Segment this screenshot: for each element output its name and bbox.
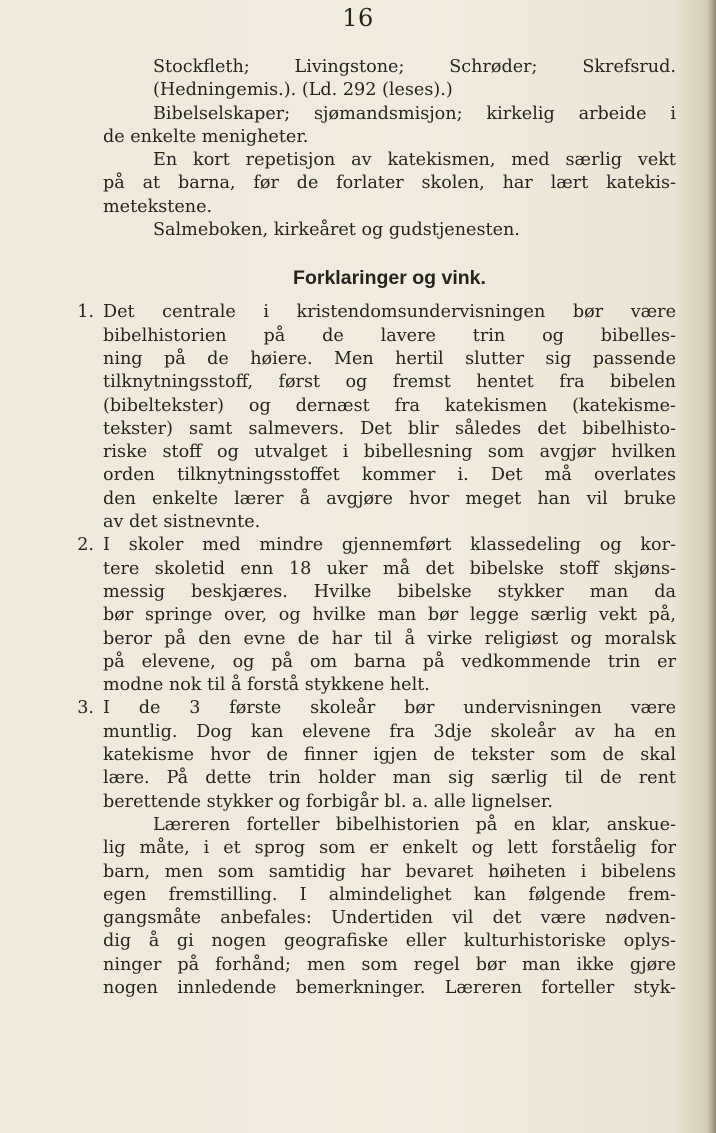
text-line: (bibeltekster) og dernæst fra katekismen (katekisme- [103,395,676,416]
page-edge [706,0,716,1133]
text-line: I de 3 første skoleår bør undervisningen være [103,698,676,719]
text-line: modne nok til å forstå stykkene helt. [103,675,430,696]
text-line: barn, men som samtidig har bevaret høiheten i bibelens [103,861,676,882]
text-line: beror på den evne de har til å virke religiøst og moralsk [103,628,676,649]
text-line: på elevene, og på om barna på vedkommende trin er [103,651,676,672]
text-line: de enkelte menigheter. [103,126,309,147]
text-line: gangsmåte anbefales: Undertiden vil det være nødven- [103,908,676,929]
text-line: nogen innledende bemerkninger. Læreren forteller styk- [103,977,676,998]
text-line: lig måte, i et sprog som er enkelt og lett forståelig for [103,838,676,859]
text-line: I skoler med mindre gjennemført klassedeling og kor- [103,535,676,556]
text-line: tekster) samt salmevers. Det blir således det bibelhisto- [103,418,676,439]
text-line: metekstene. [103,196,213,217]
text-line: tilknytningsstoff, først og fremst hentet fra bibelen [103,372,676,393]
text-line: lære. På dette trin holder man sig særlig til de rent [103,768,676,789]
numbered-item-1 [77,301,676,534]
text-line: Stockfleth; Livingstone; Schrøder; Skrefsrud. [153,57,676,77]
numbered-item-3 [77,697,676,1000]
text-line: berettende stykker og forbigår bl. a. alle lignelser. [103,791,553,812]
text-line: Det centrale i kristendomsundervisningen bør være [103,302,676,323]
text-line: katekisme hvor de finner igjen de tekster som de skal [103,745,676,766]
text-line: Læreren forteller bibelhistorien på en klar, anskue- [153,814,676,835]
text-line: riske stoff og utvalget i bibellesning som avgjør hvilken [103,442,676,463]
text-line: dig å gi nogen geografiske eller kulturhistoriske oplys- [103,931,676,952]
text-line: egen fremstilling. I almindelighet kan følgende frem- [103,884,676,905]
intro-section [103,56,676,242]
text-line: Salmeboken, kirkeåret og gudstjenesten. [153,220,520,241]
page-body [77,56,676,1000]
text-line: ninger på forhånd; men som regel bør man ikke gjøre [103,954,676,975]
text-line: (Hedningemis.). (Ld. 292 (leses).) [153,80,453,101]
text-line: muntlig. Dog kan elevene fra 3dje skoleår av ha en [103,721,676,742]
section-heading: Forklaringer og vink. [293,267,486,290]
page-number: 16 [342,4,374,32]
item-number: 1. [77,302,94,323]
numbered-item-2 [77,534,676,697]
text-line: Bibelselskaper; sjømandsmisjon; kirkelig arbeide i [153,103,676,124]
text-line: orden tilknytningsstoffet kommer i. Det må overlates [103,465,676,486]
item-number: 3. [77,698,94,719]
text-line: på at barna, før de forlater skolen, har lært katekis- [103,173,676,194]
text-line: tere skoletid enn 18 uker må det bibelske stoff skjøns- [103,558,676,579]
text-line: bør springe over, og hvilke man bør legge særlig vekt på, [103,605,676,626]
text-line: ning på de høiere. Men hertil slutter sig passende [103,348,676,369]
text-line: messig beskjæres. Hvilke bibelske stykker man da [103,581,676,602]
text-line: bibelhistorien på de lavere trin og bibelles- [103,325,676,346]
text-line: En kort repetisjon av katekismen, med særlig vekt [153,150,676,171]
text-line: av det sistnevnte. [103,512,261,533]
item-number: 2. [77,535,94,556]
text-line: den enkelte lærer å avgjøre hvor meget han vil bruke [103,488,676,509]
